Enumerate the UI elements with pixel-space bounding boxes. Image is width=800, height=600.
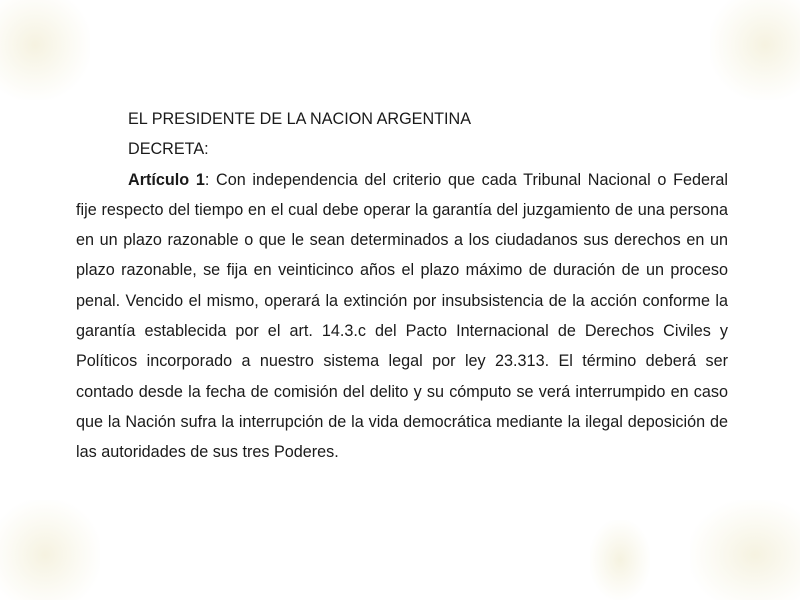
watermark-decoration <box>0 500 100 600</box>
watermark-decoration <box>590 520 650 600</box>
issuer-heading: EL PRESIDENTE DE LA NACION ARGENTINA <box>128 110 472 128</box>
watermark-decoration <box>690 500 800 600</box>
watermark-decoration <box>0 0 90 100</box>
article-paragraph <box>76 165 728 468</box>
watermark-decoration <box>710 0 800 100</box>
article-label: Artículo 1 <box>128 170 205 189</box>
decree-heading: DECRETA: <box>128 140 209 159</box>
decree-body <box>76 104 728 468</box>
article-text: : Con independencia del criterio que cada Tribunal Nacional o Federal fije respecto del tiempo en el cual debe operar la garantía del juzgamiento de una persona en un plazo razonable o que le sean determinados a los ciudadanos sus derechos en un plazo razonable, se fija en veinticinco años el plazo máximo de duración de un proceso penal. Vencido el mismo, operará la extinción por insubsistencia de la acción conforme la garantía establecida por el art. 14.3.c del Pacto Internacional de Derechos Civiles y Políticos incorporado a nuestro sistema legal por ley 23.313. El término deberá ser contado desde la fecha de comisión del delito y su cómputo se verá interrumpido en caso que la Nación sufra la interrupción de la vida democrática mediante la ilegal deposición de las autoridades de sus tres Poderes. <box>76 170 729 462</box>
